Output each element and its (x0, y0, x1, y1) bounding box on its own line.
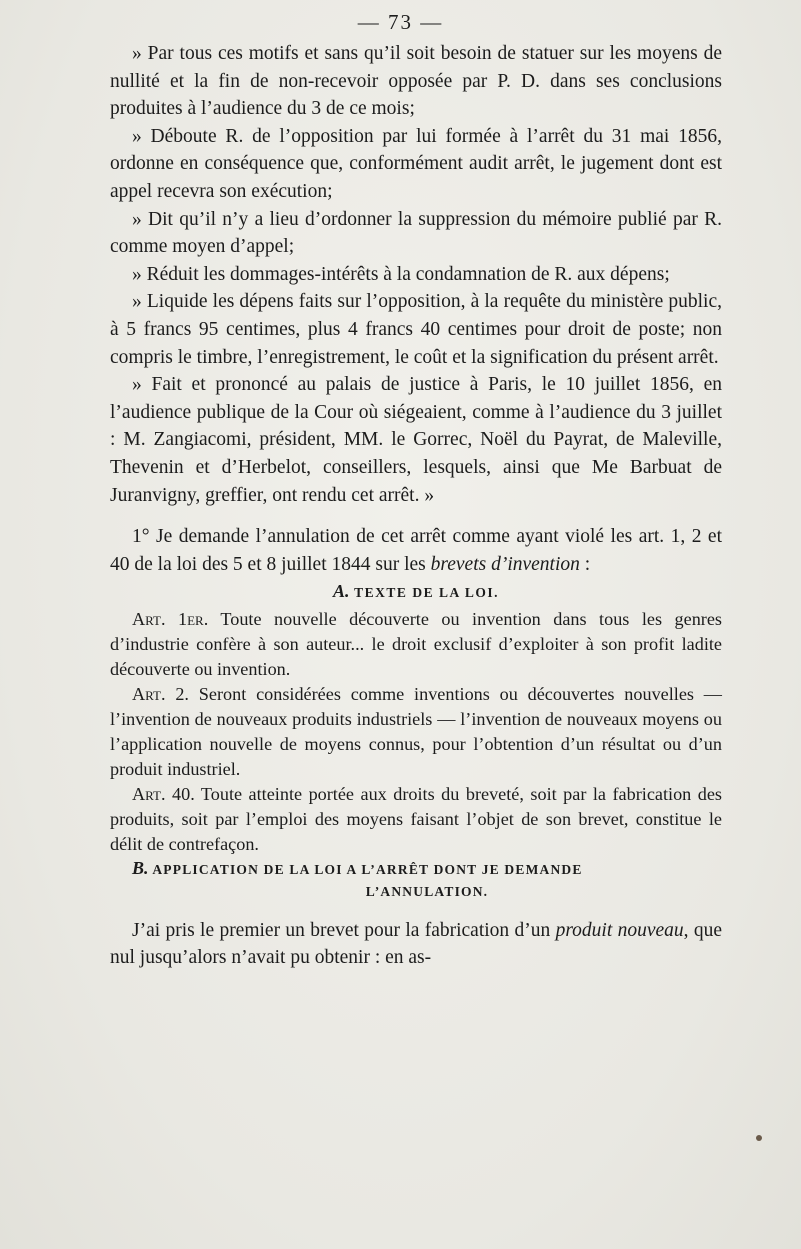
section-a-title: TEXTE DE LA LOI. (354, 585, 499, 601)
closing-end: , que nul jusqu’alors n’avait pu obtenir : en as- (110, 919, 723, 969)
page-number: — 73 — (357, 10, 444, 34)
section-b-heading (110, 857, 722, 903)
closing-paragraph (110, 917, 722, 972)
article-40-label: Art. 40. (132, 783, 195, 804)
article-40 (110, 782, 722, 857)
ink-speck (756, 1135, 762, 1141)
closing-text: J’ai pris le premier un brevet pour la fabrication d’un (132, 919, 556, 941)
verdict-paragraph-5: » Liquide les dépens faits sur l’opposition, à la requête du ministère public, à 5 francs 95 centimes, plus 4 francs 40 centimes pour droit de poste; non compris le timbre, l’enregistrement, le coût et la signification du présent arrêt. (110, 291, 722, 368)
request-end: : (579, 553, 591, 575)
section-a-letter: A. (333, 581, 350, 602)
verdict-paragraph-4: » Réduit les dommages-intérêts à la condamnation de R. aux dépens; (132, 263, 670, 285)
article-2 (110, 682, 722, 782)
article-1-text: Toute nouvelle découverte ou invention dans tous les genres d’industrie confère à son auteur... le droit exclusif d’exploiter à son profit ladite découverte ou invention. (110, 608, 722, 679)
verdict-paragraph-3: » Dit qu’il n’y a lieu d’ordonner la suppression du mémoire publié par R. comme moyen d’appel; (110, 208, 722, 258)
article-2-text: Seront considérées comme inventions ou découvertes nouvelles — l’invention de nouveaux produits industriels — l’invention de nouveaux moyens ou l’application nouvelle de moyens connus, pour l’obtention d’un résultat ou d’un produit industriel. (110, 683, 722, 779)
article-1 (110, 607, 722, 682)
verdict-paragraph-2: » Déboute R. de l’opposition par lui formée à l’arrêt du 31 mai 1856, ordonne en conséquence que, conformément audit arrêt, le jugement dont est appel recevra son exécution; (110, 125, 722, 202)
verdict-paragraph-6: » Fait et prononcé au palais de justice à Paris, le 10 juillet 1856, en l’audience publique de la Cour où siégeaient, comme à l’audience du 3 juillet : M. Zangiacomi, président, MM. le Gorrec, Noël du Payrat, de Maleville, Thevenin et d’Herbelot, conseillers, lesquels, ainsi que Me Barbuat de Juranvigny, greffier, ont rendu cet arrêt. » (110, 374, 722, 506)
verdict-paragraph-1: » Par tous ces motifs et sans qu’il soit besoin de statuer sur les moyens de nullité et la fin de non-recevoir opposée par P. D. dans ses conclusions produites à l’audience du 3 de ce mois; (110, 43, 722, 120)
article-1-label: Art. 1er. (132, 608, 209, 629)
section-b-letter: B. (132, 857, 149, 878)
request-italic: brevets d’invention (430, 553, 580, 575)
article-2-label: Art. 2. (132, 683, 189, 704)
closing-italic: produit nouveau (555, 919, 684, 941)
article-40-text: Toute atteinte portée aux droits du breveté, soit par la fabrication des produits, soit par l’emploi des moyens faisant l’objet de son brevet, constitue le délit de contrefaçon. (110, 783, 723, 854)
section-b-title-line1: APPLICATION DE LA LOI A L’ARRÊT DONT JE DEMANDE (152, 861, 583, 877)
request-paragraph (110, 523, 722, 578)
body-text (110, 40, 722, 972)
section-a-heading (110, 578, 722, 607)
law-text (110, 607, 722, 903)
section-b-title-line2: L’ANNULATION. (365, 883, 489, 899)
request-text: 1° Je demande l’annulation de cet arrêt comme ayant violé les art. 1, 2 et 40 de la loi des 5 et 8 juillet 1844 sur les (110, 526, 722, 575)
